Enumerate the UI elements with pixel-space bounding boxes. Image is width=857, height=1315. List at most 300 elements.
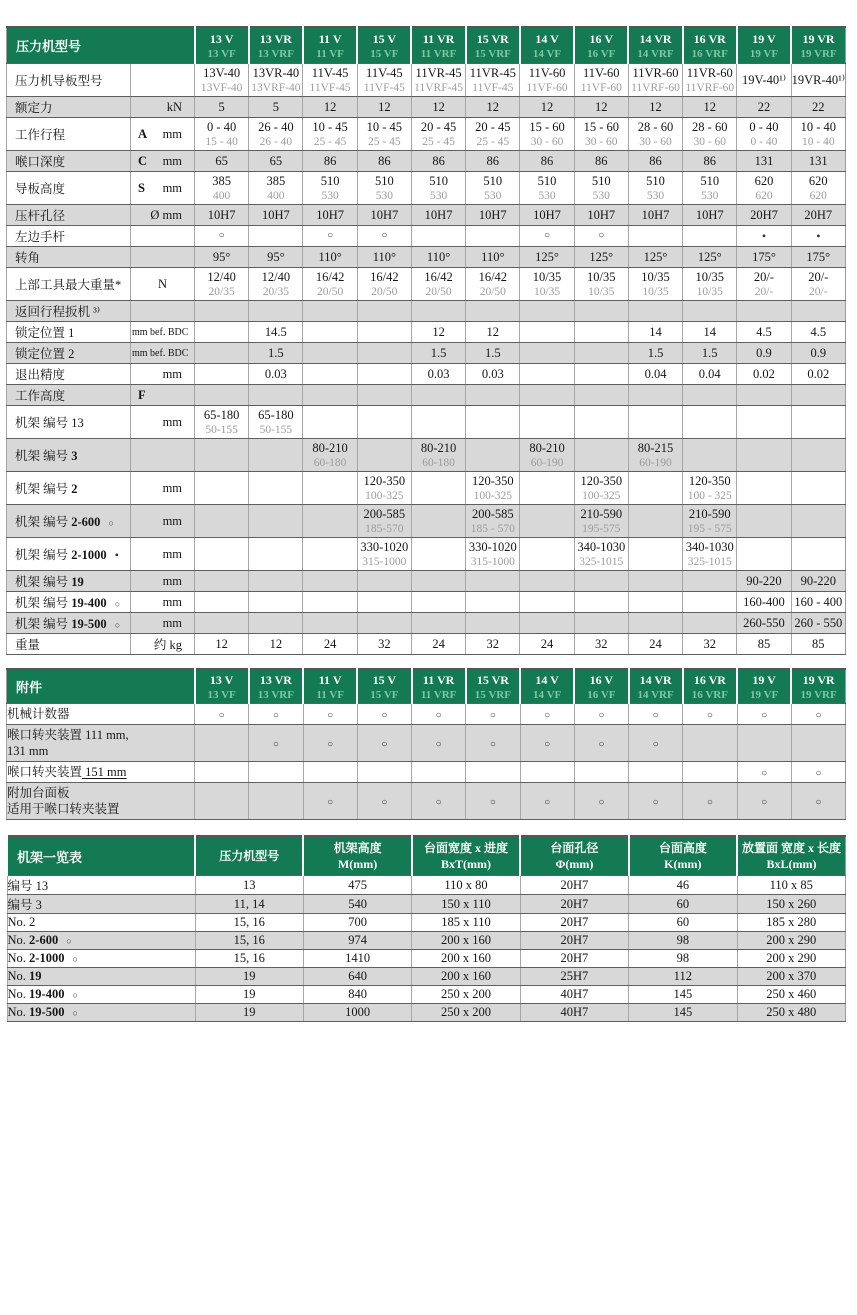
spec-value-cell — [357, 385, 411, 406]
spec-value-cell — [737, 322, 791, 343]
model-name-variant: 13 VRF — [257, 48, 294, 60]
spec-value-cell — [357, 343, 411, 364]
unit-text: mm — [162, 615, 183, 630]
circle-symbol: ○ — [544, 738, 551, 750]
spec-value-cell — [683, 172, 737, 205]
spec-value-cell — [628, 172, 682, 205]
value-secondary: 185 - 570 — [470, 523, 515, 535]
model-name: 13 VR — [259, 32, 292, 46]
value-primary: 11V-45 — [311, 66, 349, 80]
row-label-cell — [7, 613, 131, 634]
frame-value-cell: 60 — [629, 895, 737, 914]
value-primary — [358, 414, 411, 430]
value-primary — [629, 414, 682, 430]
dot-symbol: • — [816, 229, 821, 243]
unit-text: 约 kg — [153, 638, 183, 652]
value-primary: 1.5 — [647, 346, 664, 360]
frame-row — [7, 986, 846, 1004]
value-primary: 330-1020 — [468, 540, 517, 554]
spec-value-cell — [628, 538, 682, 571]
frame-value-cell: 60 — [629, 914, 737, 932]
row-label: 机架 编号 — [15, 548, 72, 562]
spec-value-cell — [357, 472, 411, 505]
value-primary: 11V-60 — [582, 66, 620, 80]
value-primary: 32 — [595, 637, 608, 651]
circle-symbol: ○ — [706, 709, 713, 721]
accessory-value-cell — [195, 783, 249, 820]
frame-value-cell: 200 x 160 — [412, 968, 520, 986]
circle-symbol: ○ — [489, 796, 496, 808]
row-label: 喉口深度 — [15, 155, 66, 169]
model-name: 11 V — [318, 673, 342, 687]
spec-value-cell — [195, 322, 249, 343]
spec-row — [7, 364, 846, 385]
accessory-value-cell — [303, 783, 357, 820]
spec-value-cell — [520, 301, 574, 322]
accessory-value-cell — [629, 762, 683, 783]
unit-text: mm — [162, 480, 183, 495]
value-secondary: 10/35 — [642, 286, 669, 298]
spec-value-cell — [628, 571, 682, 592]
value-secondary: 10/35 — [533, 286, 561, 298]
row-label-bold: 2 — [71, 482, 78, 496]
row-label-bold: 3 — [71, 449, 78, 463]
value-secondary: 530 — [321, 190, 339, 202]
frame-value-cell: 1000 — [303, 1004, 411, 1022]
value-primary — [249, 615, 302, 631]
spec-value-cell — [574, 364, 628, 385]
value-primary: 210-590 — [580, 507, 623, 521]
spec-value-cell — [574, 247, 628, 268]
spec-value-cell — [791, 634, 845, 655]
spec-value-cell — [628, 613, 682, 634]
spec-value-cell — [303, 301, 357, 322]
frame-value-cell: 200 x 290 — [737, 932, 845, 950]
model-header-cell — [791, 669, 845, 704]
spec-value-cell — [195, 97, 249, 118]
value-primary: 65-180 — [258, 408, 294, 422]
row-unit-cell — [131, 613, 195, 634]
accessory-value-cell — [574, 783, 628, 820]
accessory-value-cell — [629, 704, 683, 725]
frame-value-cell: 46 — [629, 876, 737, 895]
frame-value-cell: 145 — [629, 986, 737, 1004]
frame-value-cell: 110 x 85 — [737, 876, 845, 895]
empty-cell — [383, 765, 386, 779]
value-primary: 14 — [649, 325, 662, 339]
spec-value-cell — [628, 247, 682, 268]
value-primary — [629, 387, 682, 403]
accessory-value-cell — [466, 783, 520, 820]
value-primary: 95° — [212, 250, 231, 264]
spec-value-cell — [303, 439, 357, 472]
value-primary — [466, 303, 519, 319]
value-primary — [683, 228, 736, 244]
value-secondary: 60-190 — [530, 457, 564, 469]
spec-value-cell — [466, 385, 520, 406]
spec-value-cell — [628, 364, 682, 385]
spec-row — [7, 472, 846, 505]
value-secondary: 20/- — [809, 286, 828, 298]
value-primary: 65 — [215, 154, 228, 168]
spec-value-cell — [303, 406, 357, 439]
frame-value-cell: 200 x 290 — [737, 950, 845, 968]
accessory-value-cell — [629, 783, 683, 820]
value-primary: 24 — [540, 637, 554, 651]
value-secondary: 50-155 — [205, 424, 238, 436]
value-secondary: 30 - 60 — [584, 136, 618, 148]
row-unit — [131, 481, 194, 496]
value-primary — [520, 324, 573, 340]
spec-value-cell — [520, 118, 574, 151]
accessory-value-cell — [412, 704, 466, 725]
model-name: 11 V — [318, 32, 342, 46]
value-primary: 110° — [318, 250, 342, 264]
model-header-cell — [791, 27, 845, 64]
spec-row — [7, 205, 846, 226]
unit-letter: A — [138, 126, 148, 141]
circle-symbol: ○ — [435, 738, 442, 750]
value-primary — [737, 303, 790, 319]
value-primary: 15 - 60 — [583, 120, 619, 134]
value-primary — [412, 414, 465, 430]
circle-symbol: ○ — [72, 954, 78, 964]
value-primary — [358, 345, 411, 361]
value-primary: 15 - 60 — [529, 120, 565, 134]
spec-value-cell — [520, 439, 574, 472]
value-primary: 340-1030 — [577, 540, 626, 554]
spec-row — [7, 118, 846, 151]
spec-value-cell — [249, 226, 303, 247]
spec-value-cell — [791, 97, 845, 118]
spec-value-cell — [520, 634, 574, 655]
frame-value-cell: 200 x 160 — [412, 932, 520, 950]
model-header-cell — [737, 669, 791, 704]
row-unit-cell — [131, 406, 195, 439]
value-secondary: 620 — [809, 190, 827, 202]
spec-value-cell — [249, 172, 303, 205]
value-primary: 620 — [808, 174, 828, 188]
spec-value-cell — [357, 205, 411, 226]
spec-value-cell — [628, 97, 682, 118]
spec-value-cell — [737, 385, 791, 406]
value-primary: 12 — [703, 100, 716, 114]
accessory-value-cell — [683, 762, 737, 783]
value-primary — [466, 387, 519, 403]
model-name-variant: 13 VF — [207, 689, 236, 701]
row-unit: mm bef. BDC — [132, 326, 189, 338]
spec-value-cell — [249, 364, 303, 385]
spec-row — [7, 322, 846, 343]
value-primary: 12 — [540, 100, 554, 114]
frame-label: 编号 3 — [7, 898, 42, 912]
frame-value-cell: 1410 — [303, 950, 411, 968]
empty-cell — [817, 736, 820, 750]
value-primary — [195, 366, 248, 382]
value-primary — [737, 414, 790, 430]
spec-value-cell — [303, 571, 357, 592]
value-primary: 20H7 — [804, 208, 833, 222]
circle-symbol: ○ — [72, 990, 78, 1000]
circle-symbol: ○ — [489, 738, 496, 750]
value-secondary: 60-180 — [313, 457, 347, 469]
frame-header-line1: 放置面 宽度 x 长度 — [742, 841, 842, 855]
value-primary — [195, 513, 248, 529]
value-primary: 16/42 — [478, 270, 508, 284]
spec-value-cell — [791, 505, 845, 538]
spec-value-cell — [249, 343, 303, 364]
value-primary: 90-220 — [746, 574, 782, 588]
circle-symbol: ○ — [66, 936, 72, 946]
spec-value-cell — [791, 406, 845, 439]
spec-value-cell — [791, 613, 845, 634]
circle-symbol: ○ — [761, 709, 768, 721]
spec-value-cell — [357, 592, 411, 613]
value-secondary: 30 - 60 — [530, 136, 564, 148]
spec-value-cell — [195, 64, 249, 97]
spec-value-cell — [195, 538, 249, 571]
value-primary: 28 - 60 — [692, 120, 728, 134]
underlined-size: 151 mm — [82, 765, 127, 779]
unit-text: mm — [162, 180, 183, 195]
row-unit-cell — [131, 64, 195, 97]
spec-value-cell — [683, 118, 737, 151]
value-primary: 16/42 — [315, 270, 345, 284]
value-primary: 22 — [812, 100, 825, 114]
value-primary: 90-220 — [800, 574, 836, 588]
value-secondary: 100-325 — [582, 490, 621, 502]
value-primary: 12 — [649, 100, 662, 114]
value-primary — [575, 303, 628, 319]
row-label: 机架 编号 — [15, 515, 72, 529]
value-primary: 120-350 — [580, 474, 623, 488]
spec-value-cell — [737, 505, 791, 538]
value-primary: 10H7 — [533, 208, 561, 222]
spec-value-cell — [520, 571, 574, 592]
value-primary — [466, 447, 519, 463]
value-primary: 125° — [697, 250, 722, 264]
frame-label-cell — [7, 932, 195, 950]
value-secondary: 20/50 — [317, 286, 344, 298]
frame-header-cell — [737, 836, 845, 876]
frame-value-cell: 13 — [195, 876, 303, 895]
value-secondary: 25 - 45 — [476, 136, 510, 148]
spec-value-cell — [195, 343, 249, 364]
model-name-variant: 16 VF — [587, 689, 616, 701]
value-primary — [575, 414, 628, 430]
value-secondary: 10/35 — [588, 286, 615, 298]
value-primary: 11VR-45 — [415, 66, 462, 80]
spec-value-cell — [683, 97, 737, 118]
spec-value-cell — [303, 472, 357, 505]
accessory-label: 机械计数器 — [7, 707, 70, 721]
unit-text: mm — [162, 546, 183, 561]
value-secondary: 13VF-40 — [200, 82, 243, 94]
frame-value-cell: 15, 16 — [195, 914, 303, 932]
frame-header-line1: 台面高度 — [658, 841, 707, 855]
value-secondary: 530 — [701, 190, 719, 202]
spec-value-cell — [737, 571, 791, 592]
spec-value-cell — [303, 505, 357, 538]
spec-value-cell — [195, 268, 249, 301]
spec-value-cell — [249, 205, 303, 226]
row-label: 工作行程 — [15, 128, 66, 142]
value-primary: 510 — [591, 174, 611, 188]
value-primary: 510 — [320, 174, 340, 188]
spec-value-cell — [466, 613, 520, 634]
model-name: 19 V — [752, 673, 776, 687]
spec-value-cell — [791, 385, 845, 406]
value-primary: 11VR-60 — [686, 66, 733, 80]
value-primary: 4.5 — [756, 325, 772, 339]
spec-value-cell — [520, 385, 574, 406]
spec-value-cell — [520, 343, 574, 364]
model-header-cell — [303, 27, 357, 64]
value-primary: 19VR-40¹⁾ — [791, 73, 845, 87]
model-name: 15 VR — [476, 32, 509, 46]
circle-symbol: ○ — [761, 796, 768, 808]
model-name-variant: 19 VRF — [800, 48, 837, 60]
frame-header-line1: 台面孔径 — [550, 841, 599, 855]
value-primary: 0.04 — [698, 367, 721, 381]
value-primary — [249, 573, 302, 589]
accessory-value-cell — [574, 762, 628, 783]
value-primary — [303, 546, 356, 562]
spec-value-cell — [791, 571, 845, 592]
spec-value-cell — [411, 634, 465, 655]
accessory-label-cell — [7, 783, 195, 820]
spec-row — [7, 406, 846, 439]
row-label: 转角 — [15, 251, 41, 265]
value-primary: 12 — [486, 325, 500, 339]
model-name: 13 VR — [259, 673, 292, 687]
value-primary: 20/- — [808, 270, 829, 284]
value-primary — [575, 573, 628, 589]
spec-value-cell — [628, 343, 682, 364]
spec-value-cell — [303, 385, 357, 406]
spec-value-cell — [574, 472, 628, 505]
value-secondary: 530 — [538, 190, 556, 202]
value-primary: 11V-45 — [366, 66, 403, 80]
model-name: 11 VR — [422, 32, 455, 46]
spec-value-cell — [411, 64, 465, 97]
value-primary — [249, 303, 302, 319]
frame-label: No. — [7, 1005, 30, 1019]
row-label: 锁定位置 2 — [15, 347, 75, 361]
empty-cell — [654, 765, 657, 779]
row-label-cell — [7, 64, 131, 97]
spec-value-cell — [791, 538, 845, 571]
value-primary — [466, 228, 519, 244]
accessory-row — [7, 725, 846, 762]
spec-value-cell — [411, 538, 465, 571]
row-label: 工作高度 — [15, 389, 66, 403]
spec-value-cell — [737, 97, 791, 118]
value-secondary: 30 - 60 — [693, 136, 727, 148]
spec-value-cell — [574, 64, 628, 97]
frame-value-cell: 700 — [303, 914, 411, 932]
value-primary: 12 — [486, 100, 500, 114]
spec-value-cell — [411, 247, 465, 268]
frame-value-cell: 250 x 480 — [737, 1004, 845, 1022]
circle-symbol: ○ — [435, 709, 442, 721]
spec-value-cell — [466, 301, 520, 322]
unit-letter: C — [138, 153, 148, 168]
value-primary — [249, 594, 302, 610]
row-unit-cell — [131, 439, 195, 472]
frame-header-line1: 压力机型号 — [219, 849, 280, 863]
value-secondary: 20/35 — [208, 286, 235, 298]
spec-value-cell — [303, 247, 357, 268]
value-primary — [303, 324, 356, 340]
value-primary — [629, 546, 682, 562]
value-secondary: 25 - 45 — [313, 136, 347, 148]
spec-value-cell — [303, 538, 357, 571]
row-label: 压力机导板型号 — [15, 74, 103, 88]
model-header-cell — [412, 669, 466, 704]
spec-value-cell — [683, 247, 737, 268]
value-primary — [249, 387, 302, 403]
spec-value-cell — [628, 505, 682, 538]
model-header-cell — [466, 669, 520, 704]
spec-value-cell — [628, 301, 682, 322]
spec-value-cell — [683, 364, 737, 385]
spec-value-cell — [628, 226, 682, 247]
row-unit: mm bef. BDC — [132, 347, 189, 359]
accessory-value-cell — [412, 725, 466, 762]
dot-symbol: • — [761, 229, 767, 243]
model-name: 19 VR — [802, 673, 835, 687]
row-label: 左边手杆 — [15, 230, 66, 244]
row-label: 锁定位置 1 — [15, 326, 75, 340]
value-secondary: 11VF-45 — [363, 82, 405, 94]
spec-value-cell — [411, 571, 465, 592]
circle-symbol: ○ — [114, 620, 121, 630]
spec-value-cell — [628, 406, 682, 439]
row-label-cell — [7, 247, 131, 268]
frame-header-line1: 台面宽度 x 进度 — [424, 841, 509, 855]
value-primary: 10H7 — [641, 208, 670, 222]
spec-row — [7, 247, 846, 268]
value-primary — [683, 594, 736, 610]
row-label-cell — [7, 406, 131, 439]
value-primary — [575, 615, 628, 631]
row-label-cell — [7, 505, 131, 538]
frame-value-cell: 150 x 260 — [737, 895, 845, 914]
value-secondary: 30 - 60 — [639, 136, 672, 148]
spec-value-cell — [466, 505, 520, 538]
circle-symbol: ○ — [815, 767, 822, 779]
spec-value-cell — [357, 322, 411, 343]
row-label-cell — [7, 364, 131, 385]
model-name-variant: 15 VRF — [474, 48, 511, 60]
spec-value-cell — [683, 592, 737, 613]
row-unit — [131, 208, 194, 223]
value-primary — [575, 345, 628, 361]
value-secondary: 60-190 — [639, 457, 672, 469]
value-primary: 14 — [703, 325, 716, 339]
spec-value-cell — [411, 364, 465, 385]
spec-value-cell — [303, 97, 357, 118]
spec-value-cell — [466, 472, 520, 505]
frame-value-cell: 250 x 460 — [737, 986, 845, 1004]
row-label-cell — [7, 538, 131, 571]
value-primary: 120-350 — [363, 474, 406, 488]
spec-value-cell — [303, 364, 357, 385]
model-name: 19 V — [752, 32, 776, 46]
unit-text: mm — [162, 126, 183, 141]
value-primary: 260 - 550 — [794, 616, 843, 630]
